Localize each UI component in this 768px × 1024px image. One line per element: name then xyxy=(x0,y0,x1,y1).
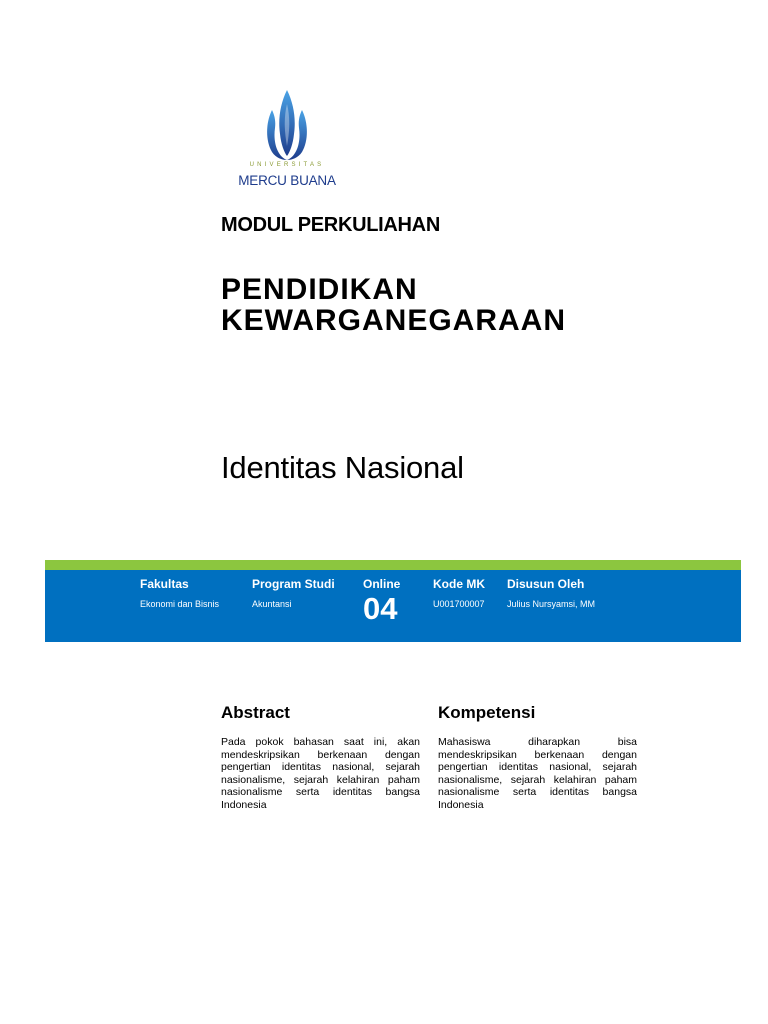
fakultas-value: Ekonomi dan Bisnis xyxy=(140,599,220,609)
flame-logo-icon xyxy=(264,90,310,160)
logo-universitas-label: UNIVERSITAS xyxy=(249,162,325,168)
fakultas-label: Fakultas xyxy=(140,577,189,591)
course-title xyxy=(221,274,566,336)
online-column xyxy=(363,577,400,626)
kode-mk-value: U001700007 xyxy=(433,599,485,609)
kode-mk-column xyxy=(433,577,485,609)
online-number: 04 xyxy=(363,591,398,626)
logo-university-name: MERCU BUANA xyxy=(238,173,336,188)
abstract-heading: Abstract xyxy=(221,703,290,722)
kompetensi-body: Mahasiswa diharapkan bisa mendeskripsikan berkenaan dengan pengertian identitas nasional, sejarah nasionalisme, sejarah kelahiran paham nasionalisme serta identitas bangsa Indonesia xyxy=(438,736,637,811)
kompetensi-section xyxy=(438,703,637,811)
program-studi-value: Akuntansi xyxy=(252,599,292,609)
abstract-section xyxy=(221,703,420,811)
online-label: Online xyxy=(363,577,401,591)
fakultas-column xyxy=(140,577,219,609)
kompetensi-heading: Kompetensi xyxy=(438,703,536,722)
module-type-heading: MODUL PERKULIAHAN xyxy=(221,214,440,236)
disusun-oleh-column xyxy=(507,577,595,609)
university-logo xyxy=(228,90,346,194)
green-band xyxy=(45,560,741,570)
disusun-oleh-value: Julius Nursyamsi, MM xyxy=(507,599,596,609)
course-title-line2: KEWARGANEGARAAN xyxy=(221,304,566,337)
disusun-oleh-label: Disusun Oleh xyxy=(507,577,585,591)
abstract-body: Pada pokok bahasan saat ini, akan mendeskripsikan berkenaan dengan pengertian identitas nasional, sejarah nasionalisme, sejarah kelahiran paham nasionalisme serta identitas bangsa Indonesia xyxy=(221,736,420,811)
program-studi-label: Program Studi xyxy=(252,577,335,591)
course-title-line1: PENDIDIKAN xyxy=(221,273,418,306)
topic-title: Identitas Nasional xyxy=(221,450,464,485)
program-studi-column xyxy=(252,577,335,609)
info-band xyxy=(45,570,741,642)
kode-mk-label: Kode MK xyxy=(433,577,485,591)
